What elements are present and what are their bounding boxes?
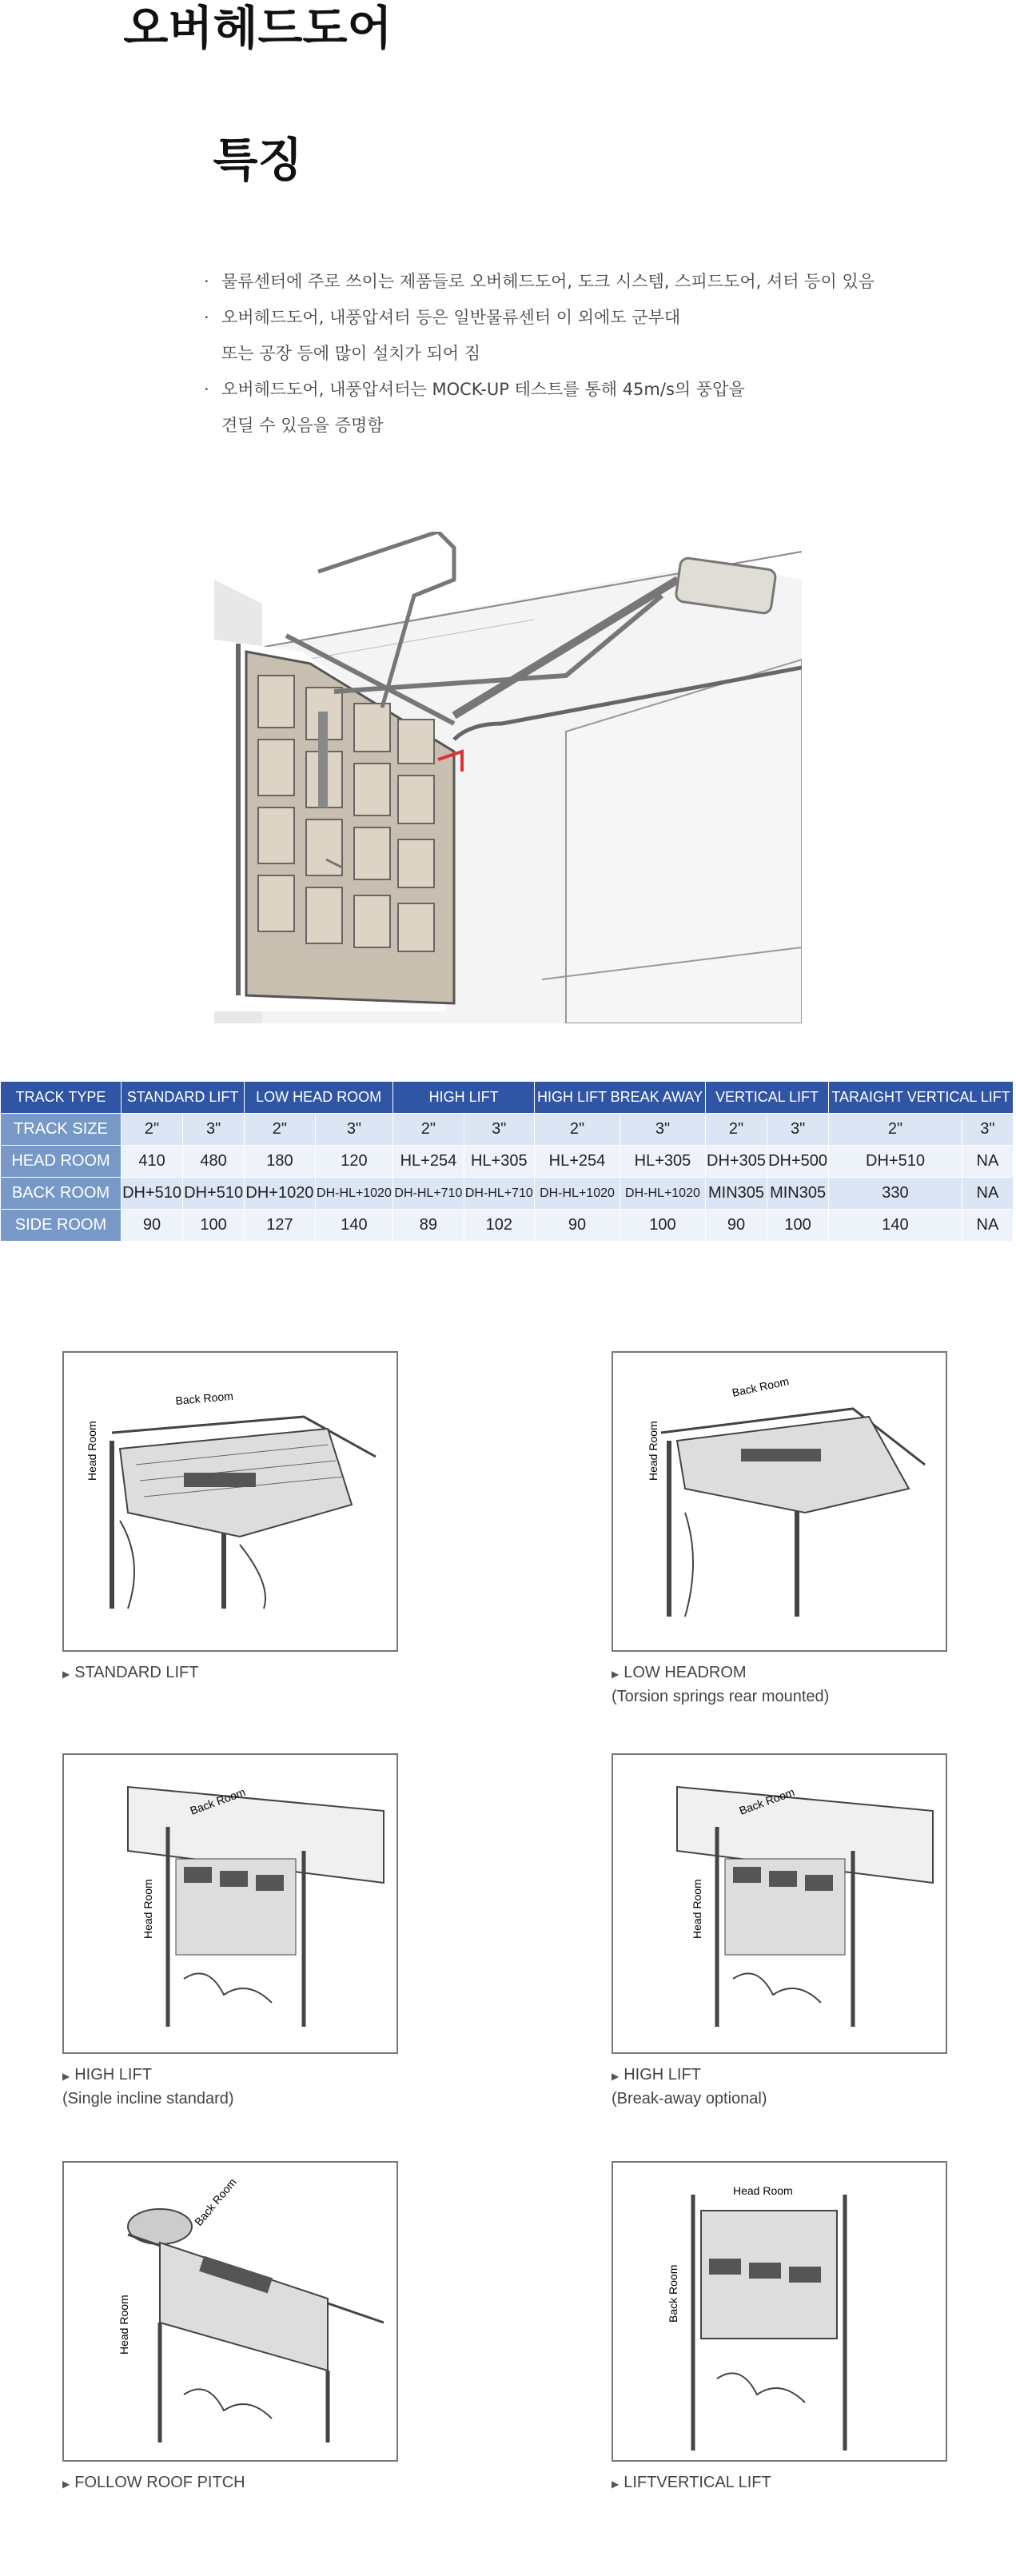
door-diagram (613, 1353, 946, 1650)
diagram-caption: STANDARD LIFT (74, 1664, 199, 1681)
triangle-arrow-icon: ▶ (612, 2071, 620, 2082)
row-label: HEAD ROOM (1, 1146, 122, 1178)
table-cell: 3" (620, 1114, 705, 1146)
table-cell: 2" (122, 1114, 183, 1146)
diagram-frame (62, 1753, 398, 2054)
diagram-follow-roof-pitch (62, 2161, 398, 2495)
bullet: · (204, 380, 209, 399)
door-diagram (64, 2163, 396, 2460)
overhead-door-illustration (214, 532, 802, 1023)
table-cell: 2" (705, 1114, 767, 1146)
diagram-frame (612, 1351, 947, 1652)
diagram-label: Head Room (691, 1879, 703, 1939)
row-label: SIDE ROOM (1, 1210, 122, 1242)
table-cell: 480 (183, 1146, 245, 1178)
section-title: 특징 (213, 133, 303, 187)
diagram-caption: HIGH LIFT (74, 2066, 152, 2084)
diagram-label: Head Room (733, 2184, 793, 2197)
table-cell: 90 (122, 1210, 183, 1242)
feature-item (204, 336, 875, 372)
table-cell: DH+510 (122, 1178, 183, 1210)
table-cell: 3" (767, 1114, 829, 1146)
feature-item (204, 408, 875, 444)
table-cell: HL+305 (620, 1146, 705, 1178)
table-cell: DH-HL+1020 (620, 1178, 705, 1210)
diagram-vertical-lift (612, 2161, 947, 2495)
diagram-label: Back Room (188, 1785, 248, 1817)
table-cell: 2" (393, 1114, 464, 1146)
table-cell: 100 (620, 1210, 705, 1242)
triangle-arrow-icon: ▶ (62, 2478, 70, 2490)
table-cell: 90 (534, 1210, 620, 1242)
row-label: BACK ROOM (1, 1178, 122, 1210)
table-cell: DH+305 (705, 1146, 767, 1178)
feature-item (204, 300, 875, 336)
table-header-cell: TRACK TYPE (1, 1082, 122, 1114)
table-header-cell: HIGH LIFT BREAK AWAY (534, 1082, 705, 1114)
table-cell: 102 (464, 1210, 534, 1242)
table-row (1, 1178, 1014, 1210)
feature-text: 또는 공장 등에 많이 설치가 되어 짐 (221, 344, 481, 363)
diagram-high-lift-breakaway (612, 1753, 947, 2110)
triangle-arrow-icon: ▶ (62, 2071, 70, 2082)
table-cell: 2" (534, 1114, 620, 1146)
table-header-row (1, 1082, 1014, 1114)
diagram-frame (62, 2161, 398, 2462)
diagram-note: (Break-away optional) (612, 2090, 767, 2107)
feature-item (204, 372, 875, 408)
door-diagram (64, 1755, 396, 2052)
table-header-cell: LOW HEAD ROOM (245, 1082, 393, 1114)
table-cell: 3" (183, 1114, 245, 1146)
table-cell: DH-HL+710 (464, 1178, 534, 1210)
triangle-arrow-icon: ▶ (612, 1669, 620, 1680)
table-cell: 410 (122, 1146, 183, 1178)
table-cell: 3" (464, 1114, 534, 1146)
table-row (1, 1146, 1014, 1178)
triangle-arrow-icon: ▶ (612, 2478, 620, 2490)
table-cell: 140 (315, 1210, 393, 1242)
diagram-label: Back Room (667, 2264, 679, 2323)
diagram-label: Back Room (731, 1374, 791, 1399)
triangle-arrow-icon: ▶ (62, 1669, 70, 1680)
table-cell: DH+500 (767, 1146, 829, 1178)
table-cell: MIN305 (705, 1178, 767, 1210)
feature-text: 오버헤드도어, 내풍압셔터는 MOCK-UP 테스트를 통해 45m/s의 풍압을 (221, 380, 745, 399)
feature-item (204, 264, 875, 300)
table-cell: HL+254 (534, 1146, 620, 1178)
table-cell: DH+1020 (245, 1178, 316, 1210)
table-cell: 2" (829, 1114, 962, 1146)
table-cell: 2" (245, 1114, 316, 1146)
table-cell: HL+254 (393, 1146, 464, 1178)
diagram-label: Head Room (118, 2295, 130, 2355)
table-cell: 3" (962, 1114, 1013, 1146)
door-diagram (613, 2163, 946, 2460)
door-diagram (613, 1755, 946, 2052)
table-cell: 100 (767, 1210, 829, 1242)
table-header-cell: HIGH LIFT (393, 1082, 535, 1114)
diagram-note: (Single incline standard) (62, 2090, 234, 2107)
bullet: · (204, 308, 209, 327)
main-title: 오버헤드도어 (123, 1, 392, 55)
spec-table (0, 1081, 1014, 1242)
diagram-label: Back Room (174, 1389, 234, 1407)
diagram-label: Head Room (86, 1421, 98, 1481)
table-cell: 90 (705, 1210, 767, 1242)
bullet: · (204, 272, 209, 291)
diagram-label: Back Room (737, 1785, 797, 1817)
table-row (1, 1210, 1014, 1242)
table-cell: NA (962, 1146, 1013, 1178)
diagram-note: (Torsion springs rear mounted) (612, 1688, 830, 1705)
table-cell: NA (962, 1210, 1013, 1242)
table-cell: NA (962, 1178, 1013, 1210)
table-cell: DH+510 (183, 1178, 245, 1210)
table-cell: 120 (315, 1146, 393, 1178)
feature-text: 견딜 수 있음을 증명함 (221, 416, 384, 435)
table-cell: 330 (829, 1178, 962, 1210)
table-cell: DH-HL+1020 (534, 1178, 620, 1210)
diagram-caption: HIGH LIFT (624, 2066, 701, 2084)
diagram-frame (62, 1351, 398, 1652)
table-cell: 140 (829, 1210, 962, 1242)
diagram-label: Back Room (192, 2175, 239, 2228)
diagram-label: Head Room (647, 1421, 659, 1481)
table-cell: MIN305 (767, 1178, 829, 1210)
table-cell: DH-HL+710 (393, 1178, 464, 1210)
table-cell: 100 (183, 1210, 245, 1242)
diagram-caption: FOLLOW ROOF PITCH (74, 2474, 245, 2491)
table-cell: DH+510 (829, 1146, 962, 1178)
table-cell: 180 (245, 1146, 316, 1178)
table-cell: DH-HL+1020 (315, 1178, 393, 1210)
feature-text: 오버헤드도어, 내풍압셔터 등은 일반물류센터 이 외에도 군부대 (221, 308, 681, 327)
diagram-label: Head Room (141, 1879, 154, 1939)
diagram-low-headroom (612, 1351, 947, 1708)
table-cell: 3" (315, 1114, 393, 1146)
diagram-caption: LIFTVERTICAL LIFT (624, 2474, 771, 2491)
table-cell: 89 (393, 1210, 464, 1242)
table-cell: 127 (245, 1210, 316, 1242)
diagram-frame (612, 1753, 947, 2054)
table-cell: HL+305 (464, 1146, 534, 1178)
door-diagram (64, 1353, 396, 1650)
diagram-standard-lift (62, 1351, 398, 1685)
feature-list (204, 264, 875, 444)
diagram-frame (612, 2161, 947, 2462)
table-header-cell: TARAIGHT VERTICAL LIFT (829, 1082, 1014, 1114)
diagram-high-lift (62, 1753, 398, 2110)
diagram-caption: LOW HEADROM (624, 1664, 747, 1681)
feature-text: 물류센터에 주로 쓰이는 제품들로 오버헤드도어, 도크 시스템, 스피드도어, 셔터 등이 있음 (221, 272, 875, 291)
row-label: TRACK SIZE (1, 1114, 122, 1146)
table-header-cell: VERTICAL LIFT (705, 1082, 828, 1114)
table-header-cell: STANDARD LIFT (122, 1082, 245, 1114)
table-row (1, 1114, 1014, 1146)
